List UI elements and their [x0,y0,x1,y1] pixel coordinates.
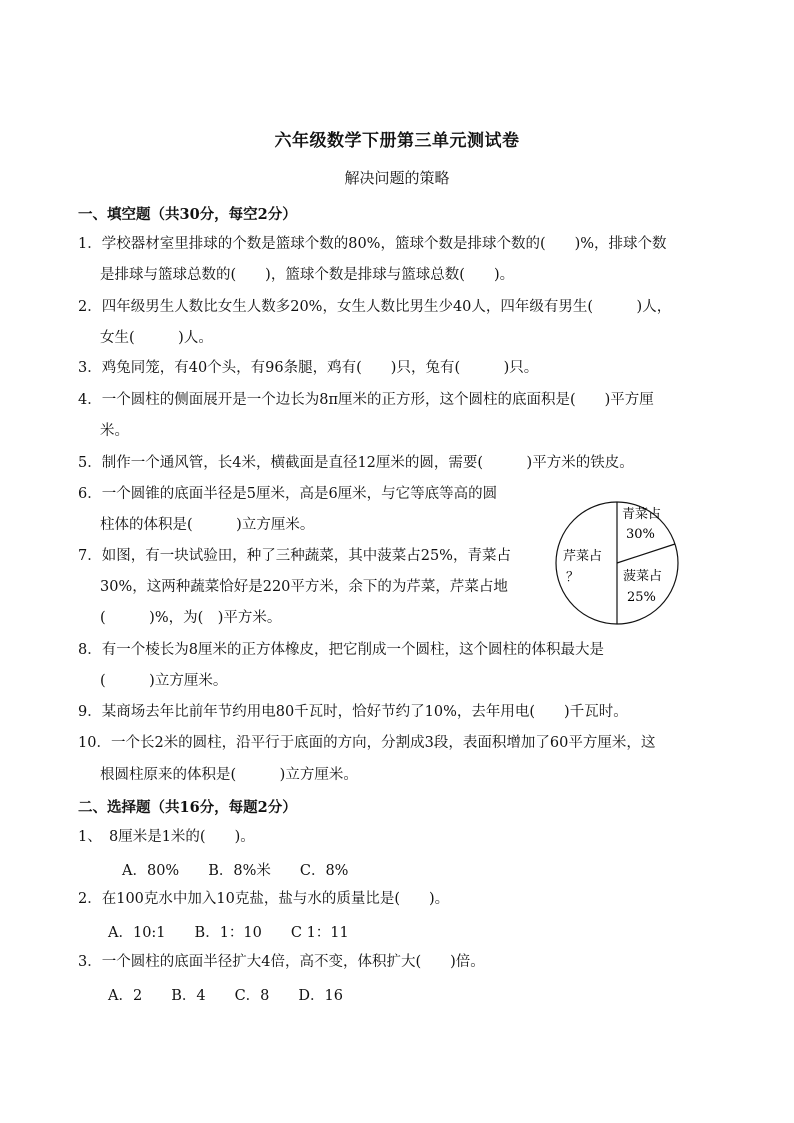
choice-1-options: A．80% B．8%米 C．8% [122,863,349,879]
question-10-line-1: 10．一个长2米的圆柱，沿平行于底面的方向，分割成3段，表面积增加了60平方厘米，这 [78,735,656,751]
question-9: 9．某商场去年比前年节约用电80千瓦时，恰好节约了10%，去年用电( )千瓦时。 [78,704,628,720]
choice-3-options: A．2 B．4 C．8 D．16 [108,988,343,1004]
question-2-line-2: 女生( )人。 [100,330,213,346]
question-7-line-1: 7．如图，有一块试验田，种了三种蔬菜，其中菠菜占25%，青菜占 [78,548,511,564]
slice-label-qincai: 芹菜占 [563,549,603,564]
slice-label-bocai: 菠菜占 [623,569,663,584]
section-fill-in-heading: 一、填空题（共30分，每空2分） [78,206,297,223]
page-title: 六年级数学下册第三单元测试卷 [274,131,520,151]
section-choice-heading: 二、选择题（共16分，每题2分） [78,799,297,816]
question-7-line-2: 30%，这两种蔬菜恰好是220平方米，余下的为芹菜，芹菜占地 [100,579,508,595]
question-6-line-2: 柱体的体积是( )立方厘米。 [100,517,315,533]
choice-2: 2．在100克水中加入10克盐，盐与水的质量比是( )。 [78,891,450,907]
choice-2-options: A．10:1 B．1：10 C 1：11 [108,925,349,941]
question-5: 5．制作一个通风管，长4米，横截面是直径12厘米的圆，需要( )平方米的铁皮。 [78,455,634,471]
pie-divider-right [617,544,675,563]
question-2-line-1: 2．四年级男生人数比女生人数多20%，女生人数比男生少40人，四年级有男生( )人， [78,299,672,315]
slice-value-bocai: 25% [627,590,656,605]
question-6-line-1: 6．一个圆锥的底面半径是5厘米，高是6厘米，与它等底等高的圆 [78,486,498,502]
slice-label-qingcai: 青菜占 [622,507,662,522]
page-subtitle: 解决问题的策略 [344,169,450,187]
question-10-line-2: 根圆柱原来的体积是( )立方厘米。 [100,767,358,783]
question-1-line-1: 1．学校器材室里排球的个数是篮球个数的80%，篮球个数是排球个数的( )%，排球个数 [78,236,667,252]
vegetable-pie-chart [552,498,682,628]
question-8-line-1: 8．有一个棱长为8厘米的正方体橡皮，把它削成一个圆柱，这个圆柱的体积最大是 [78,642,604,658]
question-4-line-2: 米。 [100,423,129,439]
slice-value-qincai: ？ [566,570,580,585]
question-8-line-2: ( )立方厘米。 [100,673,228,689]
question-3: 3．鸡兔同笼，有40个头，有96条腿，鸡有( )只，兔有( )只。 [78,360,539,376]
choice-1: 1、 8厘米是1米的( )。 [78,829,255,845]
question-7-line-3: ( )%，为( )平方米。 [100,610,282,626]
choice-3: 3．一个圆柱的底面半径扩大4倍，高不变，体积扩大( )倍。 [78,954,485,970]
question-4-line-1: 4．一个圆柱的侧面展开是一个边长为8π厘米的正方形，这个圆柱的底面积是( )平方厘 [78,392,654,408]
question-1-line-2: 是排球与篮球总数的( )，篮球个数是排球与篮球总数( )。 [100,267,515,283]
slice-value-qingcai: 30% [626,527,655,542]
